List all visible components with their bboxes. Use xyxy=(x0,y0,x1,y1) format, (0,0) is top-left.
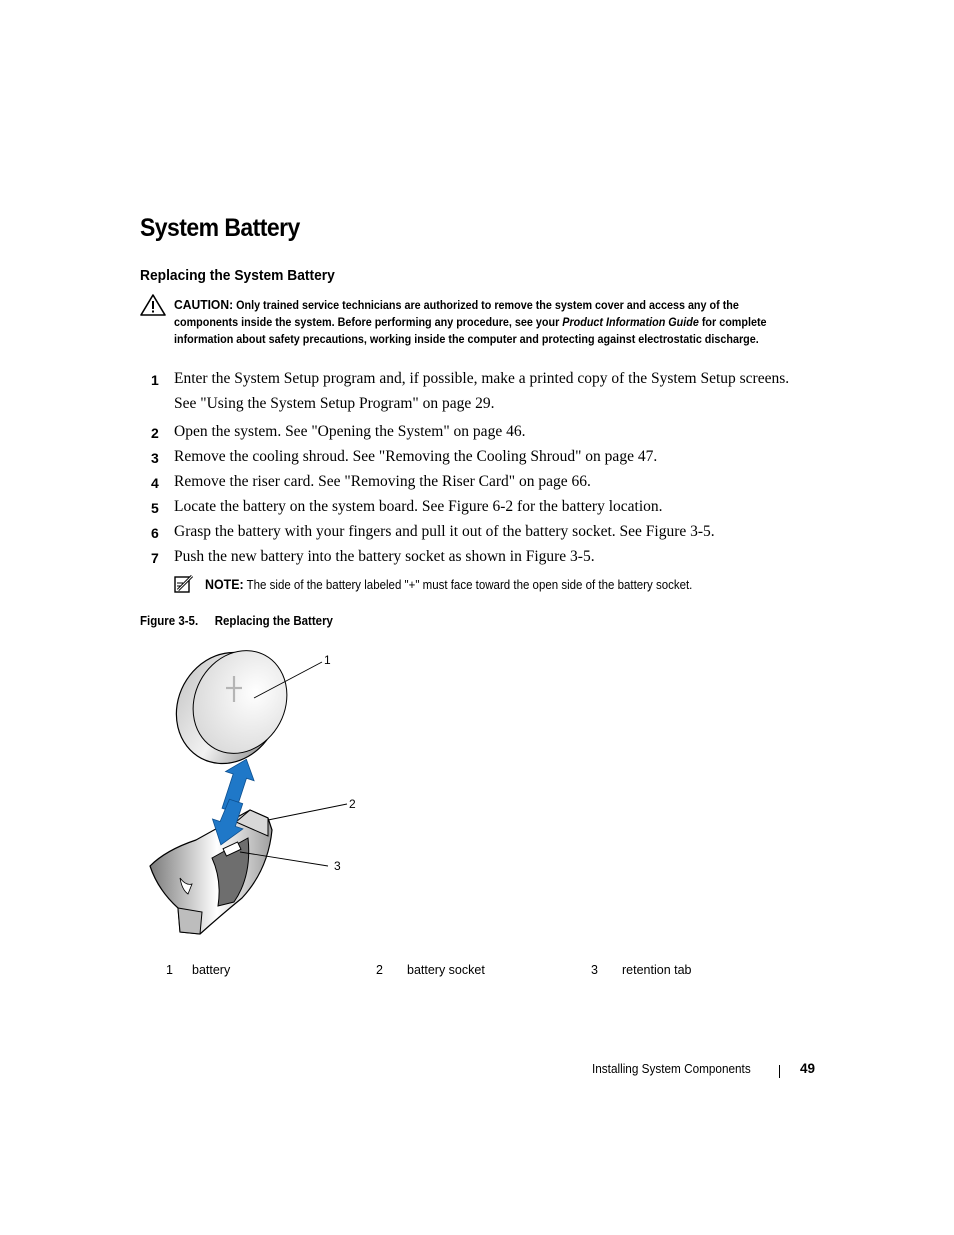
note-label: NOTE: xyxy=(205,577,244,592)
page-number: 49 xyxy=(800,1061,816,1076)
step-2 xyxy=(140,425,820,447)
page-footer xyxy=(592,1062,822,1082)
figure-caption-text: Replacing the Battery xyxy=(214,614,333,628)
step-text: Enter the System Setup program and, if possible, make a printed copy of the System Setup screens. xyxy=(174,370,790,387)
step-3 xyxy=(140,450,820,472)
note-body: The side of the battery labeled "+" must face toward the open side of the battery socket. xyxy=(243,578,693,592)
caution-doc-title: Product Information Guide xyxy=(562,316,699,329)
step-text: Locate the battery on the system board. See Figure 6-2 for the battery location. xyxy=(174,498,663,515)
footer-divider xyxy=(779,1065,780,1078)
step-text: Push the new battery into the battery socket as shown in Figure 3-5. xyxy=(174,548,595,565)
battery-socket xyxy=(150,810,272,934)
step-number: 7 xyxy=(151,550,159,566)
step-1 xyxy=(140,372,820,394)
step-7 xyxy=(140,550,820,572)
figure-caption xyxy=(140,614,333,628)
legend-label: battery socket xyxy=(407,963,485,977)
legend-label: retention tab xyxy=(622,963,692,977)
callout-1: 1 xyxy=(324,653,331,667)
legend-label: battery xyxy=(192,963,231,977)
section-title: System Battery xyxy=(140,214,300,242)
battery-replacement-illustration xyxy=(140,640,380,940)
caution-label: CAUTION: xyxy=(174,297,234,312)
step-number: 6 xyxy=(151,525,159,541)
callout-3: 3 xyxy=(334,859,341,873)
caution-text-after: for complete information about safety precautions, working inside the computer and protecting against electrostatic discharge. xyxy=(174,316,767,346)
caution-text xyxy=(174,296,775,348)
step-text: Remove the riser card. See "Removing the Riser Card" on page 66. xyxy=(174,473,591,490)
step-4 xyxy=(140,475,820,497)
step-number: 2 xyxy=(151,425,159,441)
subsection-title: Replacing the System Battery xyxy=(140,267,335,284)
battery xyxy=(157,640,305,782)
note-block xyxy=(174,574,814,596)
figure-number: Figure 3-5. xyxy=(140,614,199,628)
step-text: Grasp the battery with your fingers and pull it out of the battery socket. See Figure 3-5. xyxy=(174,523,715,540)
caution-text-before: Only trained service technicians are authorized to remove the system cover and access any of the components inside the system. Before performing any procedure, see your xyxy=(174,299,739,329)
step-text: Open the system. See "Opening the System" on page 46. xyxy=(174,423,526,440)
footer-section: Installing System Components xyxy=(592,1062,751,1076)
step-5 xyxy=(140,500,820,522)
legend-number: 1 xyxy=(166,963,173,977)
step-number: 1 xyxy=(151,372,159,388)
callout-2: 2 xyxy=(349,797,356,811)
step-number: 4 xyxy=(151,475,159,491)
step-number: 3 xyxy=(151,450,159,466)
step-1-continuation: See "Using the System Setup Program" on page 29. xyxy=(174,395,495,412)
warning-triangle-icon xyxy=(140,294,166,316)
step-6 xyxy=(140,525,820,547)
step-text: Remove the cooling shroud. See "Removing the Cooling Shroud" on page 47. xyxy=(174,448,658,465)
legend-number: 2 xyxy=(376,963,383,977)
note-text xyxy=(205,577,692,592)
step-number: 5 xyxy=(151,500,159,516)
pencil-note-icon xyxy=(174,574,194,594)
legend-number: 3 xyxy=(591,963,598,977)
